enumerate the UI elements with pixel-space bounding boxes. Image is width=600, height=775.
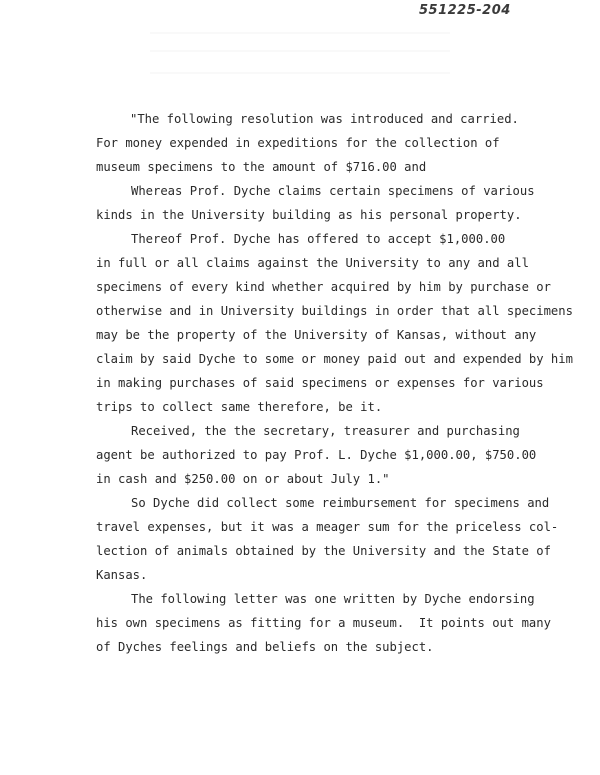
text-line: trips to collect same therefore, be it. bbox=[96, 400, 383, 414]
text-line: kinds in the University building as his personal property. bbox=[96, 208, 522, 222]
text-line: So Dyche did collect some reimbursement for specimens and bbox=[131, 496, 550, 510]
text-line: For money expended in expeditions for the collection of bbox=[96, 136, 500, 150]
text-line: specimens of every kind whether acquired by him by purchase or bbox=[96, 280, 551, 294]
text-line: Thereof Prof. Dyche has offered to accept $1,000.00 bbox=[131, 232, 506, 246]
text-line: in making purchases of said specimens or expenses for various bbox=[96, 376, 544, 390]
text-line: in full or all claims against the University to any and all bbox=[96, 256, 529, 270]
document-number: 551225-204 bbox=[419, 3, 511, 18]
text-line: travel expenses, but it was a meager sum for the priceless col- bbox=[96, 520, 559, 534]
text-line: museum specimens to the amount of $716.00 and bbox=[96, 160, 427, 174]
text-line: his own specimens as fitting for a museum. It points out many bbox=[96, 616, 551, 630]
text-line: "The following resolution was introduced and carried. bbox=[130, 112, 519, 126]
text-line: Received, the the secretary, treasurer and purchasing bbox=[131, 424, 520, 438]
text-line: Whereas Prof. Dyche claims certain specimens of various bbox=[131, 184, 535, 198]
text-line: The following letter was one written by Dyche endorsing bbox=[131, 592, 535, 606]
bleed-through-mark bbox=[150, 32, 450, 34]
text-line: lection of animals obtained by the University and the State of bbox=[96, 544, 551, 558]
text-line: in cash and $250.00 on or about July 1." bbox=[96, 472, 390, 486]
text-line: agent be authorized to pay Prof. L. Dyche $1,000.00, $750.00 bbox=[96, 448, 537, 462]
bleed-through-mark bbox=[150, 72, 450, 74]
bleed-through-mark bbox=[150, 50, 450, 52]
text-line: claim by said Dyche to some or money paid out and expended by him bbox=[96, 352, 573, 366]
text-line: Kansas. bbox=[96, 568, 148, 582]
text-line: of Dyches feelings and beliefs on the subject. bbox=[96, 640, 434, 654]
text-line: may be the property of the University of Kansas, without any bbox=[96, 328, 537, 342]
text-line: otherwise and in University buildings in order that all specimens bbox=[96, 304, 573, 318]
